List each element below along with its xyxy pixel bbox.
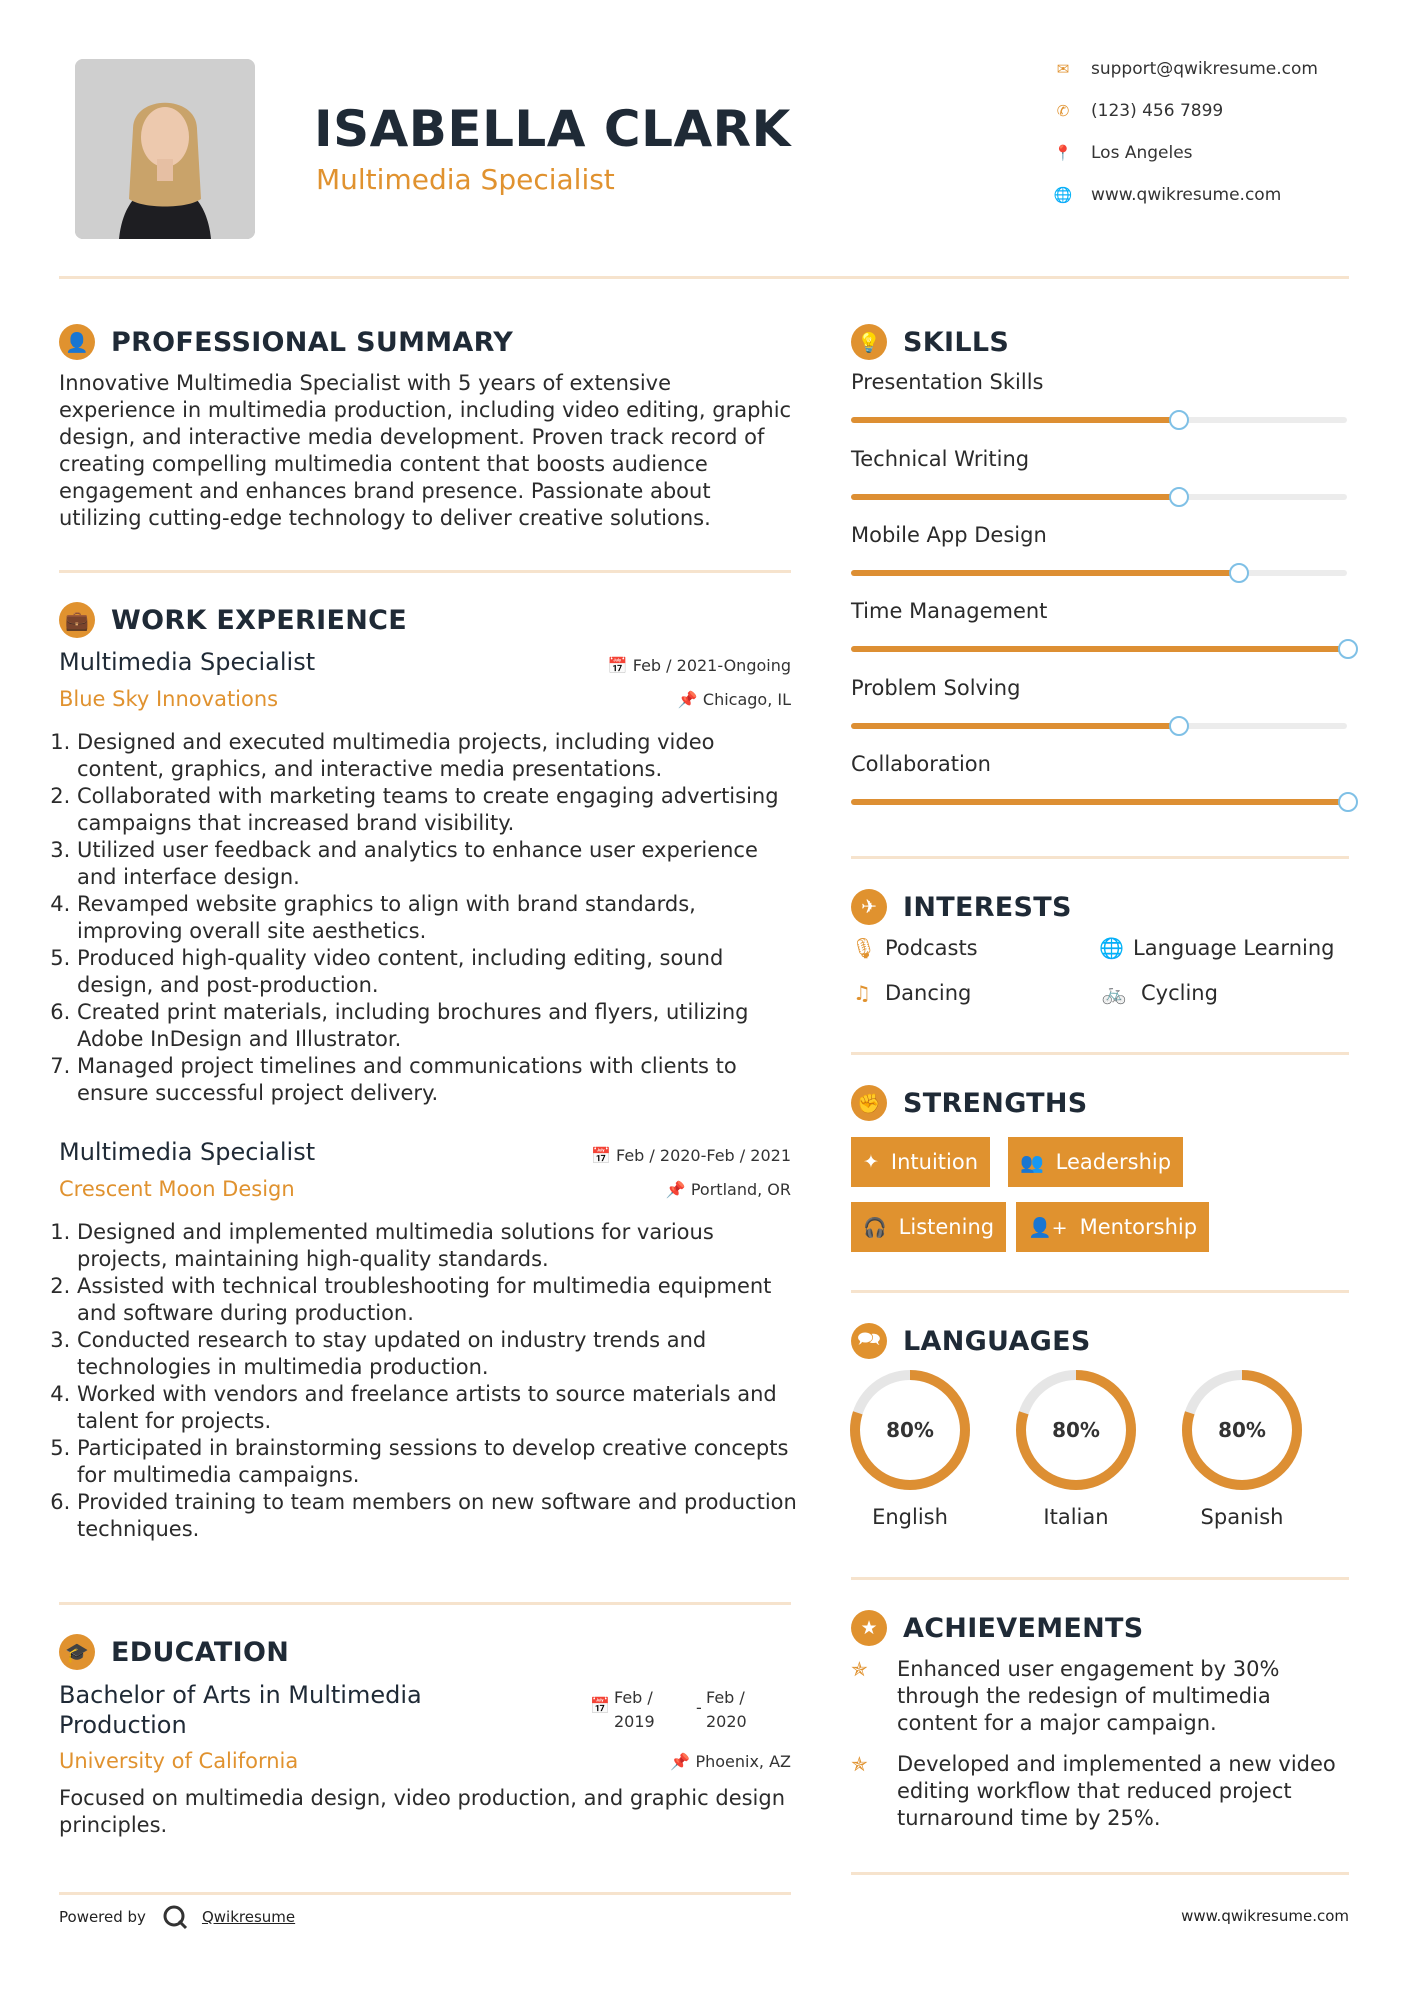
- job-1-date-text: Feb / 2021-Ongoing: [632, 656, 791, 675]
- shooting-star-icon: ✯: [851, 1657, 868, 1681]
- candidate-title: Multimedia Specialist: [316, 163, 615, 196]
- skill-bar: [851, 646, 1347, 652]
- interest-item-cycling: [1099, 981, 1218, 1005]
- job-1-title: Multimedia Specialist: [59, 648, 316, 676]
- skill-bar-fill: [851, 570, 1238, 576]
- list-item: 6. Provided training to team members on new software and production techniques.: [77, 1489, 799, 1543]
- header-divider: [59, 276, 1349, 279]
- globe-icon: 🌐: [1053, 186, 1073, 204]
- summary-heading: [59, 324, 513, 360]
- education-heading-text: EDUCATION: [111, 1636, 290, 1668]
- strengths-heading-text: STRENGTHS: [903, 1087, 1088, 1119]
- pin-icon: 📌: [670, 1752, 696, 1771]
- calendar-icon: 📅: [590, 1696, 610, 1715]
- education-location: [670, 1752, 791, 1771]
- job-2-location-text: Portland, OR: [690, 1180, 791, 1199]
- star-icon: ★: [851, 1610, 887, 1646]
- interest-item-dancing: [851, 981, 971, 1005]
- skills-divider: [851, 856, 1349, 859]
- bicycle-icon: 🚲: [1101, 981, 1127, 1005]
- fist-icon: ✊: [851, 1085, 887, 1121]
- education-description: Focused on multimedia design, video production, and graphic design principles.: [59, 1786, 786, 1837]
- interest-label: Podcasts: [885, 936, 978, 960]
- profile-photo: [75, 59, 255, 239]
- interest-label: Language Learning: [1133, 936, 1335, 960]
- list-item: 5. Participated in brainstorming sessions to develop creative concepts for multimedia campaigns.: [77, 1435, 799, 1489]
- skill-bar-knob[interactable]: [1169, 716, 1189, 736]
- skill-bar-knob[interactable]: [1169, 410, 1189, 430]
- contact-phone-text: (123) 456 7899: [1091, 101, 1224, 121]
- list-item: 4. Worked with vendors and freelance artists to source materials and talent for projects.: [77, 1381, 799, 1435]
- job-1-location-text: Chicago, IL: [702, 690, 791, 709]
- calendar-icon: 📅: [590, 1146, 616, 1165]
- lightbulb-icon: 💡: [851, 324, 887, 360]
- list-item: 6. Created print materials, including brochures and flyers, utilizing Adobe InDesign and Illustrator.: [77, 999, 799, 1053]
- user-icon: 👤: [59, 324, 95, 360]
- interest-label: Dancing: [885, 981, 972, 1005]
- skill-bar: [851, 799, 1347, 805]
- paper-plane-icon: ✈: [851, 889, 887, 925]
- job-2-date-text: Feb / 2020-Feb / 2021: [616, 1146, 791, 1165]
- education-heading: [59, 1634, 289, 1670]
- footer-website[interactable]: www.qwikresume.com: [1181, 1907, 1349, 1925]
- strengths-divider: [851, 1290, 1349, 1293]
- phone-icon: ✆: [1056, 102, 1070, 120]
- footer-divider-left: [59, 1892, 791, 1895]
- graduation-icon: 🎓: [59, 1634, 95, 1670]
- list-item: 3. Utilized user feedback and analytics to enhance user experience and interface design.: [77, 837, 799, 891]
- pin-icon: 📌: [677, 690, 703, 709]
- education-degree: Bachelor of Arts in Multimedia Production: [59, 1681, 422, 1739]
- strength-label: Intuition: [890, 1150, 979, 1174]
- envelope-icon: ✉: [1056, 60, 1070, 78]
- contact-location: [1055, 143, 1193, 163]
- education-date-end-2: 2020: [706, 1712, 747, 1731]
- globe-icon: 🌐: [1099, 936, 1124, 960]
- job-1-location: [678, 690, 791, 709]
- contact-location-text: Los Angeles: [1091, 143, 1193, 163]
- interests-heading-text: INTERESTS: [903, 891, 1072, 923]
- achievement-item: [851, 1656, 1349, 1737]
- job-1-date: [608, 656, 791, 675]
- languages-heading-text: LANGUAGES: [903, 1325, 1091, 1357]
- skill-label: Collaboration: [851, 752, 991, 776]
- job-2-company: Crescent Moon Design: [59, 1177, 295, 1201]
- skill-bar: [851, 417, 1347, 423]
- skill-bar-fill: [851, 494, 1178, 500]
- music-note-icon: ♫: [853, 981, 871, 1005]
- calendar-icon: 📅: [607, 656, 633, 675]
- contact-phone[interactable]: [1055, 101, 1223, 121]
- job-2-date: [591, 1146, 791, 1165]
- achievements-heading-text: ACHIEVEMENTS: [903, 1612, 1144, 1644]
- achievement-item: [851, 1751, 1349, 1832]
- strength-chip-leadership: [1008, 1137, 1183, 1187]
- strength-chip-intuition: [851, 1137, 990, 1187]
- skill-bar: [851, 723, 1347, 729]
- contact-website-text: www.qwikresume.com: [1091, 185, 1282, 205]
- achievement-text: Developed and implemented a new video editing workflow that reduced project turnaround time by 25%.: [897, 1752, 1336, 1830]
- job-2-responsibilities: [59, 1219, 799, 1543]
- education-date-end-1: Feb /: [706, 1688, 745, 1707]
- strength-chip-listening: [851, 1202, 1006, 1252]
- education-location-text: Phoenix, AZ: [695, 1752, 791, 1771]
- list-item: 4. Revamped website graphics to align with brand standards, improving overall site aesthetics.: [77, 891, 799, 945]
- user-plus-icon: 👤+: [1028, 1216, 1068, 1239]
- experience-divider: [59, 1602, 791, 1605]
- job-2-title: Multimedia Specialist: [59, 1138, 316, 1166]
- skill-bar-fill: [851, 417, 1178, 423]
- skills-heading-text: SKILLS: [903, 326, 1010, 358]
- languages-heading: [851, 1323, 1091, 1359]
- job-1-company: Blue Sky Innovations: [59, 687, 279, 711]
- strength-label: Listening: [898, 1215, 995, 1239]
- skill-bar-knob[interactable]: [1338, 792, 1358, 812]
- skill-label: Mobile App Design: [851, 523, 1047, 547]
- job-1-responsibilities: [59, 729, 799, 1107]
- education-school: University of California: [59, 1749, 299, 1773]
- strength-label: Leadership: [1055, 1150, 1172, 1174]
- qwikresume-link[interactable]: Qwikresume: [201, 1908, 296, 1926]
- education-date-start-1: Feb /: [614, 1688, 653, 1707]
- skills-heading: [851, 324, 1009, 360]
- briefcase-icon: 💼: [59, 602, 95, 638]
- list-item: 1. Designed and executed multimedia projects, including video content, graphics, and interactive media presentations.: [77, 729, 799, 783]
- headphones-icon: 🎧: [863, 1216, 887, 1239]
- achievements-divider: [851, 1872, 1349, 1875]
- strength-chip-mentorship: [1016, 1202, 1209, 1252]
- list-item: 7. Managed project timelines and communications with clients to ensure successful project delivery.: [77, 1053, 799, 1107]
- skill-bar: [851, 570, 1347, 576]
- list-item: 2. Assisted with technical troubleshooting for multimedia equipment and software during production.: [77, 1273, 799, 1327]
- summary-heading-text: PROFESSIONAL SUMMARY: [111, 326, 514, 358]
- qwikresume-logo-icon: [162, 1904, 188, 1930]
- interests-heading: [851, 889, 1072, 925]
- list-item: 1. Designed and implemented multimedia solutions for various projects, maintaining high-quality standards.: [77, 1219, 799, 1273]
- contact-website[interactable]: [1055, 185, 1281, 205]
- list-item: 3. Conducted research to stay updated on industry trends and technologies in multimedia production.: [77, 1327, 799, 1381]
- skill-bar-fill: [851, 723, 1178, 729]
- skill-bar-knob[interactable]: [1229, 563, 1249, 583]
- interests-divider: [851, 1052, 1349, 1055]
- list-item: 2. Collaborated with marketing teams to create engaging advertising campaigns that increased brand visibility.: [77, 783, 799, 837]
- skill-label: Problem Solving: [851, 676, 1021, 700]
- shooting-star-icon: ✯: [851, 1752, 868, 1776]
- language-percent: 80%: [1052, 1418, 1100, 1442]
- skill-label: Presentation Skills: [851, 370, 1044, 394]
- skill-bar: [851, 494, 1347, 500]
- language-name: Italian: [1043, 1505, 1109, 1529]
- skill-bar-fill: [851, 799, 1347, 805]
- language-card-icon: 🗪: [851, 1323, 887, 1359]
- summary-divider: [59, 570, 791, 573]
- skill-label: Technical Writing: [851, 447, 1030, 471]
- skill-label: Time Management: [851, 599, 1048, 623]
- education-date-start-2: 2019: [614, 1712, 655, 1731]
- language-name: English: [872, 1505, 948, 1529]
- users-icon: 👥: [1020, 1151, 1044, 1174]
- language-ring: [849, 1369, 971, 1491]
- interest-item-podcasts: [851, 936, 978, 960]
- education-date-separator: -: [696, 1698, 702, 1717]
- map-pin-icon: 📍: [1053, 144, 1073, 162]
- skill-bar-fill: [851, 646, 1347, 652]
- language-percent: 80%: [886, 1418, 934, 1442]
- magic-wand-icon: ✦: [863, 1151, 879, 1173]
- strengths-heading: [851, 1085, 1088, 1121]
- contact-email-text: support@qwikresume.com: [1091, 59, 1318, 79]
- interest-item-language-learning: [1099, 936, 1334, 960]
- profile-photo-illustration: [75, 59, 255, 239]
- experience-heading: [59, 602, 407, 638]
- job-2-location: [666, 1180, 791, 1199]
- summary-text: Innovative Multimedia Specialist with 5 years of extensive experience in multimedia production, including video editing, graphic design, and interactive media development. Proven track record of creating compelling multimedia content that boosts audience engagement and enhances brand presence. Passionate about utilizing cutting-edge technology to deliver creative solutions.: [59, 371, 792, 530]
- achievement-text: Enhanced user engagement by 30% through the redesign of multimedia content for a major campaign.: [897, 1657, 1280, 1735]
- footer-powered-by: [59, 1904, 295, 1930]
- language-ring: [1015, 1369, 1137, 1491]
- powered-by-text: Powered by: [59, 1908, 146, 1926]
- list-item: 5. Produced high-quality video content, including editing, sound design, and post-production.: [77, 945, 799, 999]
- experience-heading-text: WORK EXPERIENCE: [111, 604, 407, 636]
- skill-bar-knob[interactable]: [1338, 639, 1358, 659]
- pin-icon: 📌: [665, 1180, 691, 1199]
- candidate-name: ISABELLA CLARK: [314, 100, 791, 158]
- language-ring: [1181, 1369, 1303, 1491]
- language-name: Spanish: [1200, 1505, 1284, 1529]
- strength-label: Mentorship: [1079, 1215, 1198, 1239]
- interest-label: Cycling: [1141, 981, 1218, 1005]
- skill-bar-knob[interactable]: [1169, 487, 1189, 507]
- contact-email[interactable]: [1055, 59, 1318, 79]
- language-percent: 80%: [1218, 1418, 1266, 1442]
- languages-divider: [851, 1577, 1349, 1580]
- microphone-icon: 🎙: [851, 936, 877, 960]
- achievements-heading: [851, 1610, 1144, 1646]
